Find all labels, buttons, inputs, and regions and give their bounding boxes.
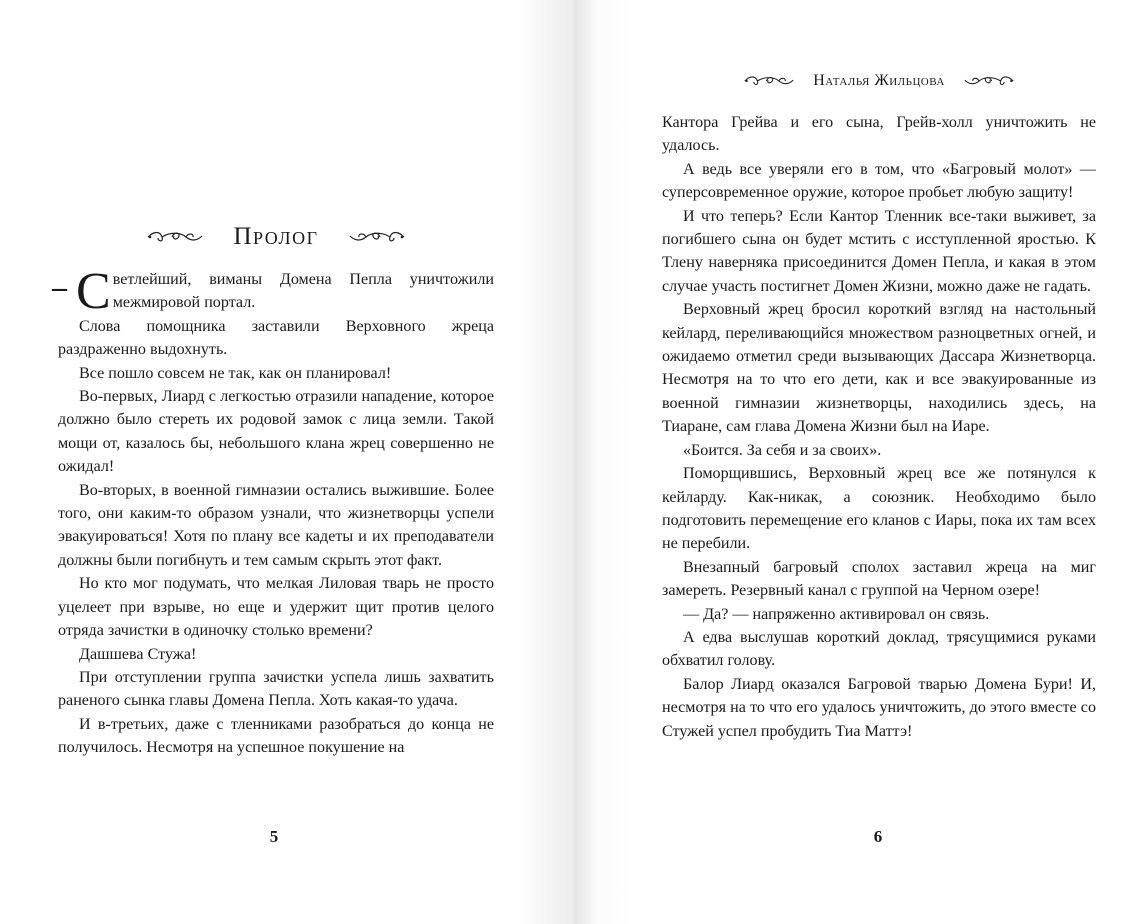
paragraph: При отступлении группа зачистки успела лишь захватить раненого сынка главы Домена Пепла. Хоть какая-то удача. — [58, 668, 494, 710]
paragraph: Во-первых, Лиард с легкостью отразили нападение, которое должно было стереть их родовой замок с лица земли. Такой мощи от, казалось бы, небольшого клана жрец совершенно не ожидал! — [58, 388, 494, 476]
paragraph: Все пошло совсем не так, как он планировал! — [79, 364, 392, 382]
paragraph: Слова помощника заставили Верховного жреца раздраженно выдохнуть. — [58, 317, 494, 359]
flourish-left-icon — [146, 230, 204, 244]
paragraph: Во-вторых, в военной гимназии остались выжившие. Более того, они каким-то образом узнали, что жизнетворцы успели эвакуироваться! Хотя по плану все кадеты и их преподаватели должны были погибнуть и тем самым скрыть этот факт. — [58, 481, 494, 569]
paragraph: А ведь все уверяли его в том, что «Багровый молот» — суперсовременное оружие, которое пробьет любую защиту! — [662, 160, 1096, 202]
flourish-right-icon — [963, 74, 1015, 88]
paragraph: Верховный жрец бросил короткий взгляд на настольный кейлард, переливающийся множеством разноцветных огней, и ожидаемо отметил среди вызывающих Дассара Жизнетворца. Несмотря на то что его дети, как и все эвакуированные из военной гимназии жизнетворцы, находились здесь, на Тиаране, сам глава Домена Жизни был на Иаре. — [662, 301, 1096, 436]
page-number-right: 6 — [873, 827, 883, 846]
chapter-title: Пролог — [233, 223, 319, 251]
continued-paragraph: Кантора Грейва и его сына, Грейв-холл уничтожить не удалось. — [662, 114, 1096, 155]
paragraph: Но кто мог подумать, что мелкая Лиловая тварь не просто уцелеет при взрыве, но еще и удержит щит против целого отряда зачистки в одиночку столько времени? — [58, 575, 494, 640]
right-page-text — [662, 111, 1096, 743]
paragraph: Поморщившись, Верховный жрец все же потянулся к кейларду. Как-никак, а союзник. Необходимо было подготовить перемещение его кланов с Иары, пока их там всех не перебили. — [662, 465, 1096, 553]
drop-cap: С — [76, 263, 111, 320]
author-name: Наталья Жильцова — [813, 72, 945, 90]
flourish-left-icon — [743, 74, 795, 88]
opening-dash: – — [52, 271, 67, 304]
first-paragraph-text: ветлейший, виманы Домена Пепла уничтожили межмировой портал. — [112, 271, 494, 312]
paragraph: Балор Лиард оказался Багровой тварью Домена Бури! И, несмотря на то что его удалось уничтожить, до этого вместе со Стужей успел пробудить Тиа Маттэ! — [662, 675, 1096, 740]
first-paragraph — [52, 263, 494, 320]
paragraph: «Боится. За себя и за своих». — [683, 441, 882, 459]
left-page-text — [52, 263, 494, 760]
paragraph: И что теперь? Если Кантор Тленник все-таки выживет, за погибшего сына он будет мстить с исступленной яростью. К Тлену наверняка присоединится Домен Пепла, и какая в этом случае участь постигнет Домен Жизни, можно даже не гадать. — [662, 207, 1096, 295]
chapter-heading — [58, 222, 494, 251]
paragraph: А едва выслушав короткий доклад, трясущимися руками обхватил голову. — [662, 628, 1096, 670]
paragraph: И в-третьих, даже с тленниками разобраться до конца не получилось. Несмотря на успешное покушение на — [58, 715, 494, 757]
running-head — [662, 72, 1096, 90]
flourish-right-icon — [348, 230, 406, 244]
paragraph: — Да? — напряженно активировал он связь. — [683, 605, 990, 623]
page-number-left: 5 — [269, 827, 279, 846]
paragraph: Внезапный багровый сполох заставил жреца на миг замереть. Резервный канал с группой на Черном озере! — [662, 558, 1096, 600]
paragraph: Дашшева Стужа! — [79, 645, 197, 663]
